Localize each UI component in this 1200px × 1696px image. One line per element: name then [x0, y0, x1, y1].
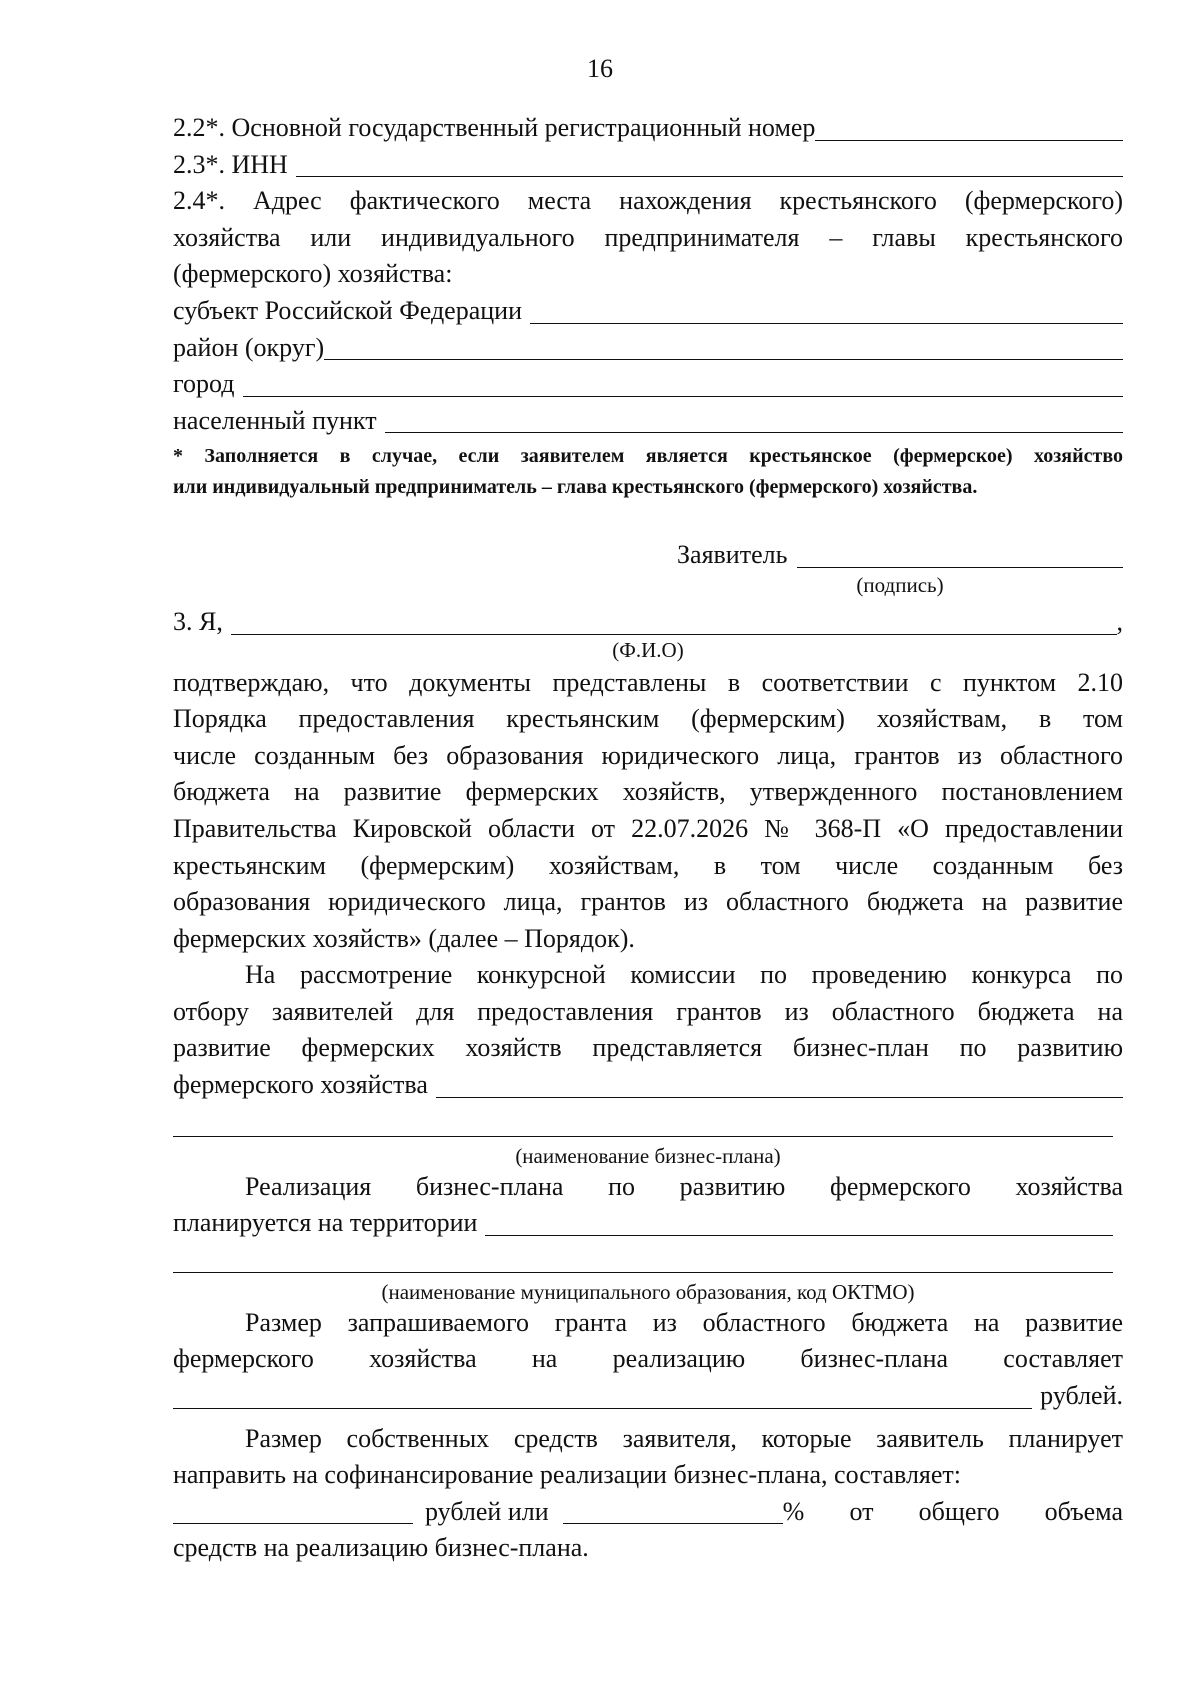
confirm-line: подтверждаю, что документы представлены в соответствии с пунктом 2.10 [173, 667, 1123, 697]
inn-field[interactable] [296, 176, 1123, 177]
fio-caption: (Ф.И.О) [612, 637, 684, 662]
form-content [173, 110, 1123, 1567]
confirm-line: крестьянским (фермерским) хозяйствам, в том числе созданным без [173, 850, 1123, 880]
confirm-line: числе созданным без образования юридического лица, грантов из областного [173, 740, 1123, 770]
fio-label: 3. Я, [173, 606, 223, 636]
grant-line: фермерского хозяйства на реализацию бизнес-плана составляет [173, 1344, 1123, 1374]
inn-label: 2.3*. ИНН [173, 149, 288, 179]
territory-row [173, 1205, 1123, 1242]
address-heading-line: хозяйства или индивидуального предпринимателя – главы крестьянского [173, 222, 1123, 252]
address-heading-line: 2.4*. Адрес фактического места нахождения крестьянского (фермерского) [173, 186, 1123, 216]
grant-unit: рублей. [1040, 1381, 1123, 1411]
own-amount-row [173, 1494, 1123, 1531]
settlement-label: населенный пункт [173, 405, 377, 435]
subject-field[interactable] [530, 323, 1123, 324]
address-heading-last: (фермерского) хозяйства: [173, 259, 453, 289]
settlement-row [173, 403, 1123, 440]
city-field[interactable] [243, 396, 1124, 397]
city-row [173, 366, 1123, 403]
confirm-line: образования юридического лица, грантов из областного бюджета на развитие [173, 887, 1123, 917]
plan-line: На рассмотрение конкурсной комиссии по проведению конкурса по [245, 960, 1123, 990]
settlement-field[interactable] [385, 432, 1123, 433]
own-pct-field[interactable] [563, 1523, 783, 1524]
own-end: средств на реализацию бизнес-плана. [173, 1533, 589, 1563]
plan-name-row [173, 1067, 1123, 1104]
ogrn-row [173, 110, 1123, 147]
subject-row [173, 293, 1123, 330]
fio-row [173, 604, 1123, 641]
grant-amount-row [173, 1378, 1123, 1415]
signature-label: Заявитель [677, 540, 788, 570]
footnote-line: или индивидуальный предприниматель – глава крестьянского (фермерского) хозяйства. [173, 476, 978, 499]
confirm-line: Порядка предоставления крестьянским (фермерским) хозяйствам, в том [173, 704, 1123, 734]
plan-label: фермерского хозяйства [173, 1070, 428, 1100]
territory-field[interactable] [485, 1235, 1113, 1236]
plan-line: развитие фермерских хозяйств представляется бизнес-план по развитию [173, 1033, 1123, 1063]
own-line-last: направить на софинансирование реализации бизнес-плана, составляет: [173, 1460, 961, 1490]
footnote-line: * Заполняется в случае, если заявителем является крестьянское (фермерское) хозяйство [173, 445, 1123, 468]
district-label: район (округ) [173, 332, 325, 362]
confirm-line: Правительства Кировской области от 22.07.2026 № 368-П «О предоставлении [173, 813, 1123, 843]
plan-caption: (наименование бизнес-плана) [515, 1143, 781, 1168]
own-pct-label: % от общего объема [782, 1496, 1123, 1526]
fio-field[interactable] [231, 634, 1117, 635]
confirm-line-last: фермерских хозяйств» (далее – Порядок). [173, 923, 635, 953]
territory-field-2[interactable] [173, 1242, 1113, 1273]
plan-line: отбору заявителей для предоставления грантов из областного бюджета на [173, 996, 1123, 1026]
district-field[interactable] [324, 359, 1123, 360]
plan-name-field[interactable] [436, 1097, 1123, 1098]
district-row [173, 330, 1123, 367]
page-number: 16 [587, 54, 613, 83]
own-rub-field[interactable] [173, 1523, 413, 1524]
signature-field[interactable] [797, 567, 1123, 568]
grant-line: Размер запрашиваемого гранта из областного бюджета на развитие [245, 1307, 1123, 1337]
plan-name-field-2[interactable] [173, 1104, 1113, 1137]
territory-line: Реализация бизнес-плана по развитию фермерского хозяйства [245, 1171, 1123, 1201]
fio-comma: , [1116, 606, 1123, 636]
confirm-line: бюджета на развитие фермерских хозяйств, утвержденного постановлением [173, 777, 1123, 807]
ogrn-field[interactable] [815, 140, 1123, 141]
grant-amount-field[interactable] [173, 1408, 1032, 1409]
subject-label: субъект Российской Федерации [173, 295, 522, 325]
territory-caption: (наименование муниципального образования, код ОКТМО) [381, 1279, 915, 1304]
inn-row [173, 147, 1123, 184]
city-label: город [173, 369, 235, 399]
territory-label: планируется на территории [173, 1208, 478, 1238]
signature-row [677, 537, 1123, 574]
own-line: Размер собственных средств заявителя, которые заявитель планирует [245, 1423, 1123, 1453]
signature-caption: (подпись) [856, 572, 944, 597]
own-rub-label: рублей или [425, 1496, 549, 1526]
ogrn-label: 2.2*. Основной государственный регистрационный номер [173, 113, 816, 142]
